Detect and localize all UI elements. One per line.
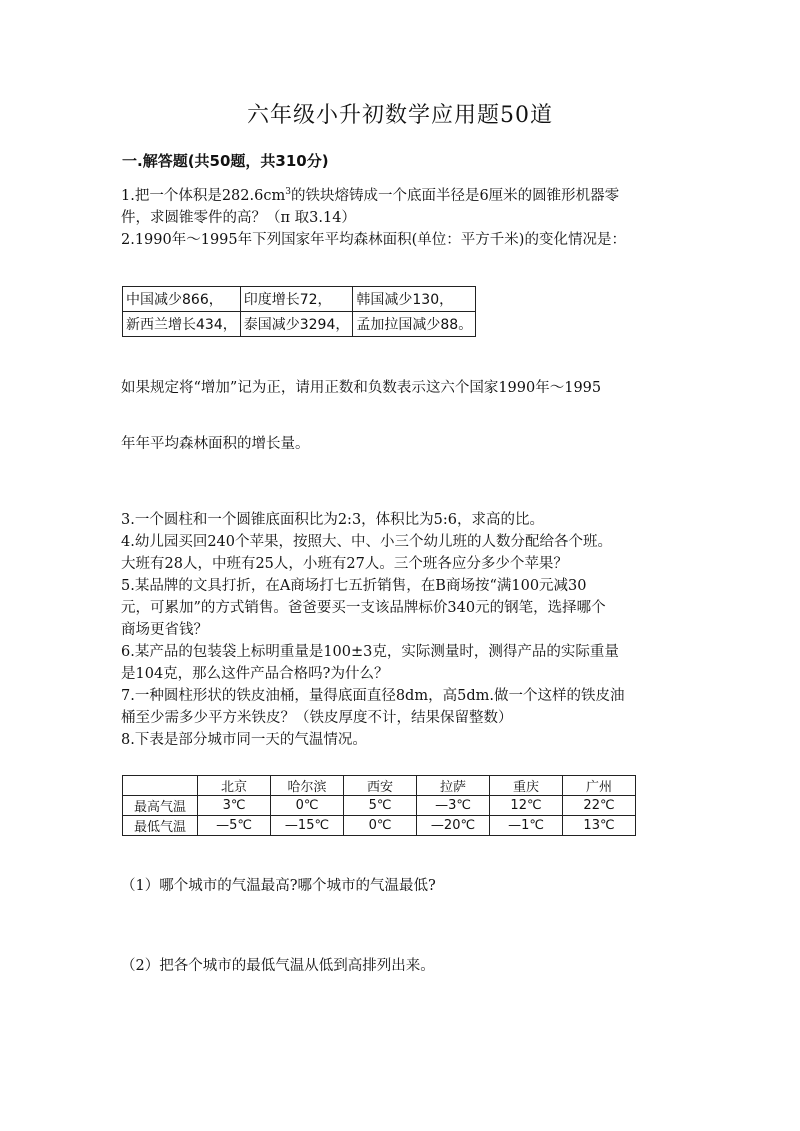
table-cell: 0℃ bbox=[271, 796, 344, 816]
table-row bbox=[123, 287, 476, 312]
table-row bbox=[123, 312, 476, 337]
question-1-line-2: 件，求圆锥零件的高？（π 取3.14） bbox=[121, 210, 356, 226]
question-6-line-1: 6.某产品的包装袋上标明重量是100±3克，实际测量时，测得产品的实际重量 bbox=[121, 644, 619, 660]
question-6-line-2: 是104克，那么这件产品合格吗?为什么？ bbox=[121, 666, 389, 682]
table-cell: 12℃ bbox=[490, 796, 563, 816]
table-cell: 3℃ bbox=[198, 796, 271, 816]
table-row bbox=[123, 816, 636, 836]
question-2-text-1: 如果规定将“增加”记为正，请用正数和负数表示这六个国家1990年～1995 bbox=[121, 380, 602, 396]
table-cell: 0℃ bbox=[344, 816, 417, 836]
table-cell: 中国减少866， bbox=[123, 287, 241, 312]
section-heading: 一.解答题(共50题，共310分) bbox=[122, 152, 329, 170]
table-header-cell: 拉萨 bbox=[417, 776, 490, 796]
question-4-line-2: 大班有28人，中班有25人，小班有27人。三个班各应分多少个苹果？ bbox=[121, 556, 568, 572]
temperature-table bbox=[122, 775, 636, 836]
question-5-line-3: 商场更省钱？ bbox=[121, 622, 208, 638]
table-cell: 印度增长72， bbox=[240, 287, 353, 312]
table-cell: 5℃ bbox=[344, 796, 417, 816]
table-cell: 韩国减少130， bbox=[353, 287, 476, 312]
table-cell: 22℃ bbox=[563, 796, 636, 816]
question-1-line-1: 1.把一个体积是$282.6cm^3$的铁块熔铸成一个底面半径是6厘米的圆锥形机器零 bbox=[121, 187, 620, 204]
question-7-line-2: 桶至少需多少平方米铁皮？（铁皮厚度不计，结果保留整数） bbox=[121, 710, 513, 726]
table-cell: —5℃ bbox=[198, 816, 271, 836]
question-2-intro: 2.1990年～1995年下列国家年平均森林面积(单位：平方千米)的变化情况是： bbox=[121, 232, 626, 248]
question-7-line-1: 7.一种圆柱形状的铁皮油桶，量得底面直径8dm，高5dm.做一个这样的铁皮油 bbox=[121, 688, 625, 704]
table-cell: —3℃ bbox=[417, 796, 490, 816]
question-8-sub-1: （1）哪个城市的气温最高?哪个城市的气温最低? bbox=[121, 878, 436, 894]
table-cell: —20℃ bbox=[417, 816, 490, 836]
table-header-row bbox=[123, 776, 636, 796]
table-cell: —1℃ bbox=[490, 816, 563, 836]
table-header-cell: 广州 bbox=[563, 776, 636, 796]
table-header-cell: 重庆 bbox=[490, 776, 563, 796]
table-header-cell: 哈尔滨 bbox=[271, 776, 344, 796]
question-5-line-2: 元，可累加”的方式销售。爸爸要买一支该品牌标价340元的钢笔，选择哪个 bbox=[121, 600, 606, 616]
row-label: 最低气温 bbox=[123, 816, 198, 836]
table-header-cell: 北京 bbox=[198, 776, 271, 796]
table-corner-cell bbox=[123, 776, 198, 796]
table-header-cell: 西安 bbox=[344, 776, 417, 796]
table-cell: 新西兰增长434， bbox=[123, 312, 241, 337]
row-label: 最高气温 bbox=[123, 796, 198, 816]
table-row bbox=[123, 796, 636, 816]
table-cell: —15℃ bbox=[271, 816, 344, 836]
table-cell: 13℃ bbox=[563, 816, 636, 836]
question-5-line-1: 5.某品牌的文具打折，在A商场打七五折销售，在B商场按“满100元减30 bbox=[121, 578, 587, 594]
page-title: 六年级小升初数学应用题50道 bbox=[247, 103, 553, 128]
table-cell: 泰国减少3294， bbox=[240, 312, 353, 337]
forest-change-table bbox=[122, 286, 476, 337]
question-8-sub-2: （2）把各个城市的最低气温从低到高排列出来。 bbox=[121, 958, 435, 974]
question-4-line-1: 4.幼儿园买回240个苹果，按照大、中、小三个幼儿班的人数分配给各个班。 bbox=[121, 534, 613, 550]
question-3: 3.一个圆柱和一个圆锥底面积比为2:3，体积比为5:6，求高的比。 bbox=[121, 512, 545, 528]
table-cell: 孟加拉国减少88。 bbox=[353, 312, 476, 337]
question-8-intro: 8.下表是部分城市同一天的气温情况。 bbox=[121, 732, 367, 748]
question-2-text-2: 年年平均森林面积的增长量。 bbox=[121, 436, 310, 452]
